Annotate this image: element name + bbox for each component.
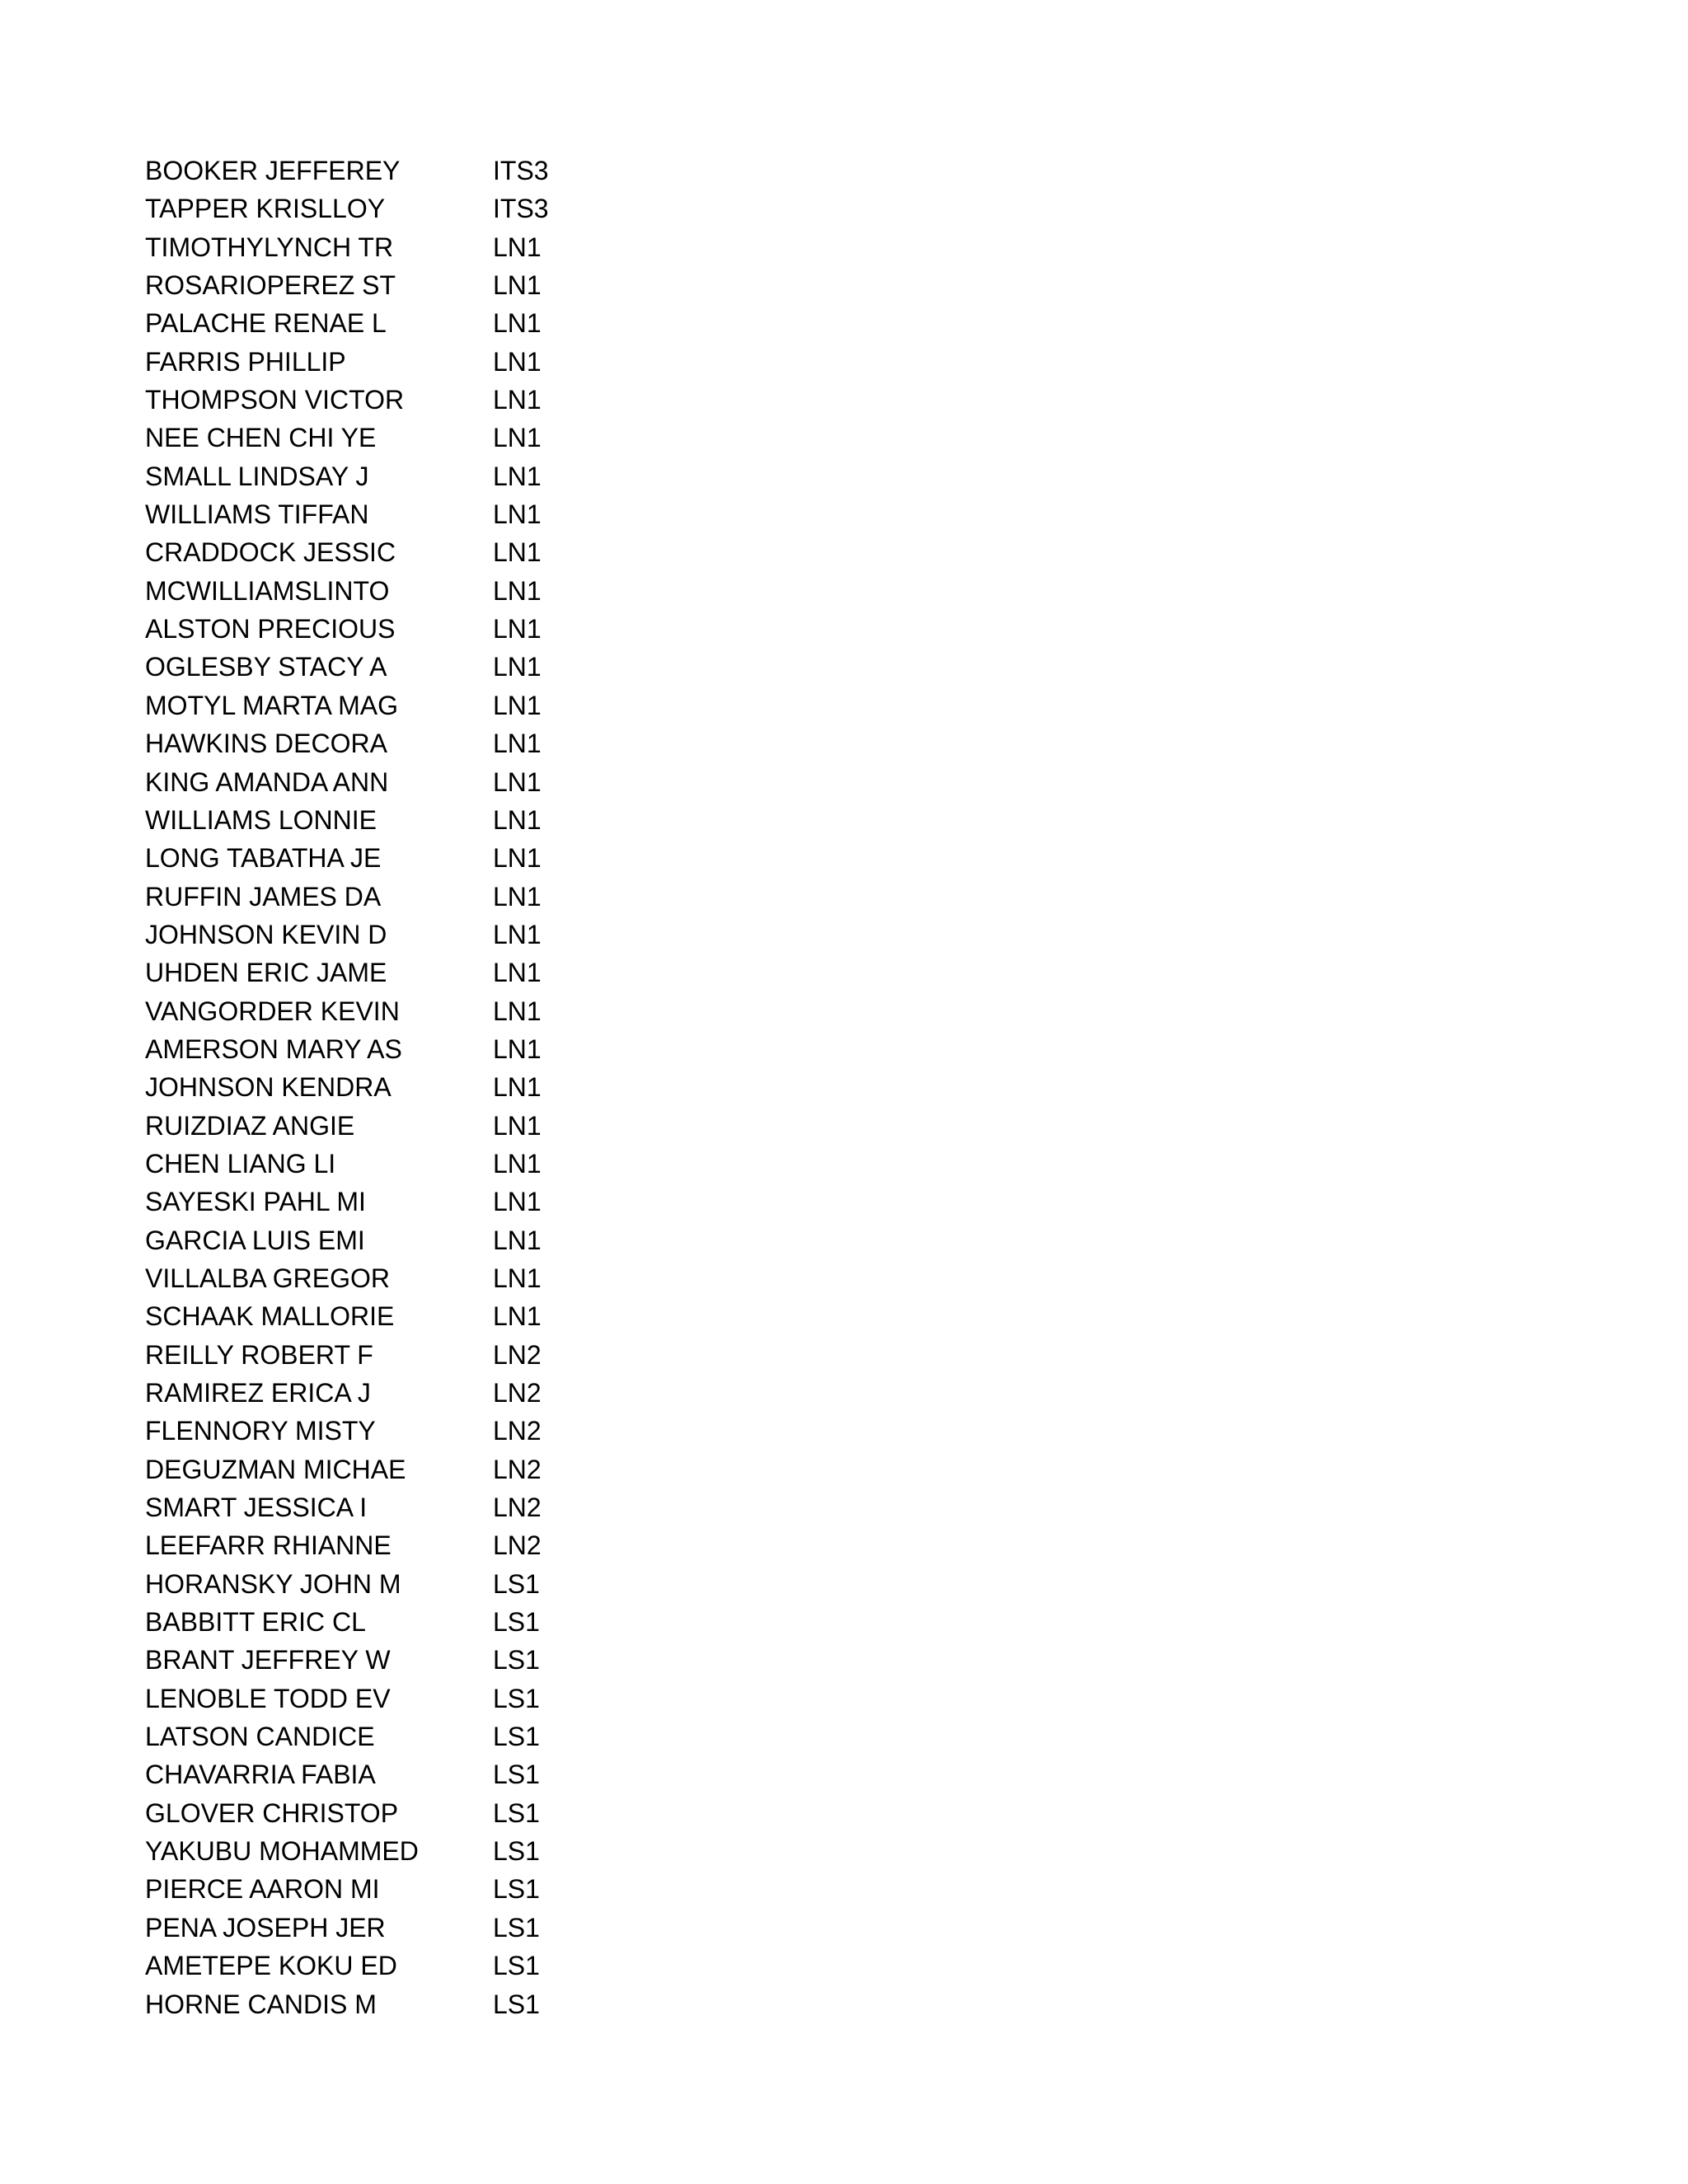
rate-code: LN1 [493,575,542,606]
roster-row [145,533,722,571]
person-name: DEGUZMAN MICHAE [145,1454,406,1484]
person-name: JOHNSON KENDRA [145,1072,392,1103]
roster-row [145,1947,722,1985]
roster-row [145,1909,722,1947]
rate-code: LN1 [493,1263,542,1293]
roster-row [145,1412,722,1450]
rate-code: LN1 [493,537,542,568]
person-name: SCHAAK MALLORIE [145,1301,395,1332]
person-name: AMERSON MARY AS [145,1033,402,1064]
roster-row [145,916,722,954]
person-name: CHEN LIANG LI [145,1148,336,1179]
person-name: BRANT JEFFREY W [145,1645,391,1675]
roster-row [145,1565,722,1603]
person-name: GLOVER CHRISTOP [145,1797,399,1828]
person-name: PALACHE RENAE L [145,308,387,339]
roster-row [145,878,722,916]
roster-row [145,801,722,839]
roster-row [145,763,722,801]
roster-row [145,1336,722,1374]
roster-row [145,228,722,266]
person-name: VANGORDER KEVIN [145,996,400,1026]
rate-code: LN1 [493,766,542,797]
roster-row [145,266,722,304]
person-name: KING AMANDA ANN [145,766,389,797]
rate-code: LS1 [493,1989,540,2019]
rate-code: LN1 [493,958,542,988]
person-name: LENOBLE TODD EV [145,1683,391,1713]
rate-code: LN1 [493,652,542,682]
roster-row [145,304,722,342]
person-name: THOMPSON VICTOR [145,385,405,415]
rate-code: LN1 [493,1187,542,1217]
person-name: SMALL LINDSAY J [145,461,369,491]
roster-row [145,1641,722,1679]
person-name: OGLESBY STACY A [145,652,387,682]
roster-row [145,992,722,1030]
rate-code: LN1 [493,881,542,912]
person-name: JOHNSON KEVIN D [145,919,387,949]
person-name: HORNE CANDIS M [145,1989,377,2019]
rate-code: LN1 [493,461,542,491]
person-name: CHAVARRIA FABIA [145,1760,376,1790]
rate-code: LN2 [493,1530,542,1561]
person-name: LONG TABATHA JE [145,843,382,874]
rate-code: LN1 [493,1225,542,1255]
person-name: NEE CHEN CHI YE [145,423,377,453]
roster-row [145,1488,722,1526]
roster-row [145,381,722,419]
rate-code: LN2 [493,1416,542,1446]
roster-row [145,648,722,686]
rate-code: LS1 [493,1912,540,1943]
person-name: ROSARIOPEREZ ST [145,270,396,301]
rate-code: LS1 [493,1836,540,1867]
rate-code: LS1 [493,1683,540,1713]
person-name: TAPPER KRISLLOY [145,194,386,224]
person-name: MOTYL MARTA MAG [145,690,398,720]
person-name: REILLY ROBERT F [145,1339,373,1370]
person-name: HAWKINS DECORA [145,729,387,759]
person-name: PENA JOSEPH JER [145,1912,386,1943]
person-name: ALSTON PRECIOUS [145,614,396,644]
rate-code: LN2 [493,1493,542,1523]
rate-code: LS1 [493,1607,540,1638]
person-name: BABBITT ERIC CL [145,1607,366,1638]
rate-code: LN1 [493,385,542,415]
person-name: GARCIA LUIS EMI [145,1225,365,1255]
roster-row [145,1680,722,1718]
person-name: VILLALBA GREGOR [145,1263,391,1293]
rate-code: LN1 [493,690,542,720]
roster-row [145,457,722,495]
person-name: RUFFIN JAMES DA [145,881,382,912]
rate-code: LN1 [493,1033,542,1064]
person-name: SMART JESSICA I [145,1493,368,1523]
person-name: RAMIREZ ERICA J [145,1378,371,1408]
roster-row [145,1259,722,1297]
person-name: FLENNORY MISTY [145,1416,376,1446]
roster-row [145,1221,722,1259]
person-name: PIERCE AARON MI [145,1874,380,1905]
roster-row [145,1374,722,1412]
rate-code: LN1 [493,919,542,949]
rate-code: ITS3 [493,194,549,224]
person-name: UHDEN ERIC JAME [145,958,387,988]
person-name: WILLIAMS TIFFAN [145,499,369,530]
roster-row [145,610,722,648]
roster-row [145,1068,722,1106]
person-name: AMETEPE KOKU ED [145,1951,397,1981]
person-name: YAKUBU MOHAMMED [145,1836,419,1867]
roster-row [145,1145,722,1183]
roster-row [145,190,722,227]
person-name: LEEFARR RHIANNE [145,1530,392,1561]
rate-code: LN1 [493,1072,542,1103]
rate-code: LN1 [493,1110,542,1141]
rate-code: LN2 [493,1454,542,1484]
person-name: HORANSKY JOHN M [145,1568,401,1599]
roster-row [145,419,722,457]
roster-row [145,839,722,877]
roster-row [145,1297,722,1335]
roster-row [145,1107,722,1145]
rate-code: LS1 [493,1760,540,1790]
person-name: LATSON CANDICE [145,1722,375,1752]
roster-row [145,1985,722,2023]
roster-row [145,687,722,724]
rate-code: LS1 [493,1568,540,1599]
rate-code: LN1 [493,729,542,759]
rate-code: LN1 [493,232,542,262]
roster-row [145,1794,722,1832]
rate-code: LN1 [493,1301,542,1332]
roster-row [145,954,722,991]
rate-code: LN1 [493,804,542,835]
roster-row [145,495,722,533]
rate-code: LN1 [493,843,542,874]
roster-row [145,1603,722,1641]
rate-code: LN1 [493,996,542,1026]
person-name: FARRIS PHILLIP [145,346,346,377]
person-name: TIMOTHYLYNCH TR [145,232,394,262]
rate-code: LN1 [493,423,542,453]
rate-code: LS1 [493,1722,540,1752]
person-name: SAYESKI PAHL MI [145,1187,366,1217]
roster-row [145,1870,722,1908]
person-name: CRADDOCK JESSIC [145,537,396,568]
rate-code: ITS3 [493,156,549,185]
rate-code: LS1 [493,1797,540,1828]
roster-row [145,572,722,610]
rate-code: LN2 [493,1378,542,1408]
roster-row [145,1183,722,1221]
roster-list [145,152,722,2023]
roster-row [145,343,722,381]
roster-row [145,1030,722,1068]
roster-row [145,1718,722,1755]
roster-row [145,1451,722,1488]
rate-code: LN2 [493,1339,542,1370]
person-name: MCWILLIAMSLINTO [145,575,390,606]
rate-code: LN1 [493,499,542,530]
rate-code: LN1 [493,1148,542,1179]
roster-row [145,1755,722,1793]
person-name: BOOKER JEFFEREY [145,156,401,185]
person-name: RUIZDIAZ ANGIE [145,1110,355,1141]
rate-code: LN1 [493,614,542,644]
person-name: WILLIAMS LONNIE [145,804,377,835]
roster-row [145,1832,722,1870]
rate-code: LN1 [493,346,542,377]
roster-row [145,152,722,190]
rate-code: LS1 [493,1951,540,1981]
rate-code: LN1 [493,270,542,301]
rate-code: LN1 [493,308,542,339]
rate-code: LS1 [493,1874,540,1905]
roster-row [145,724,722,762]
rate-code: LS1 [493,1645,540,1675]
roster-row [145,1526,722,1564]
